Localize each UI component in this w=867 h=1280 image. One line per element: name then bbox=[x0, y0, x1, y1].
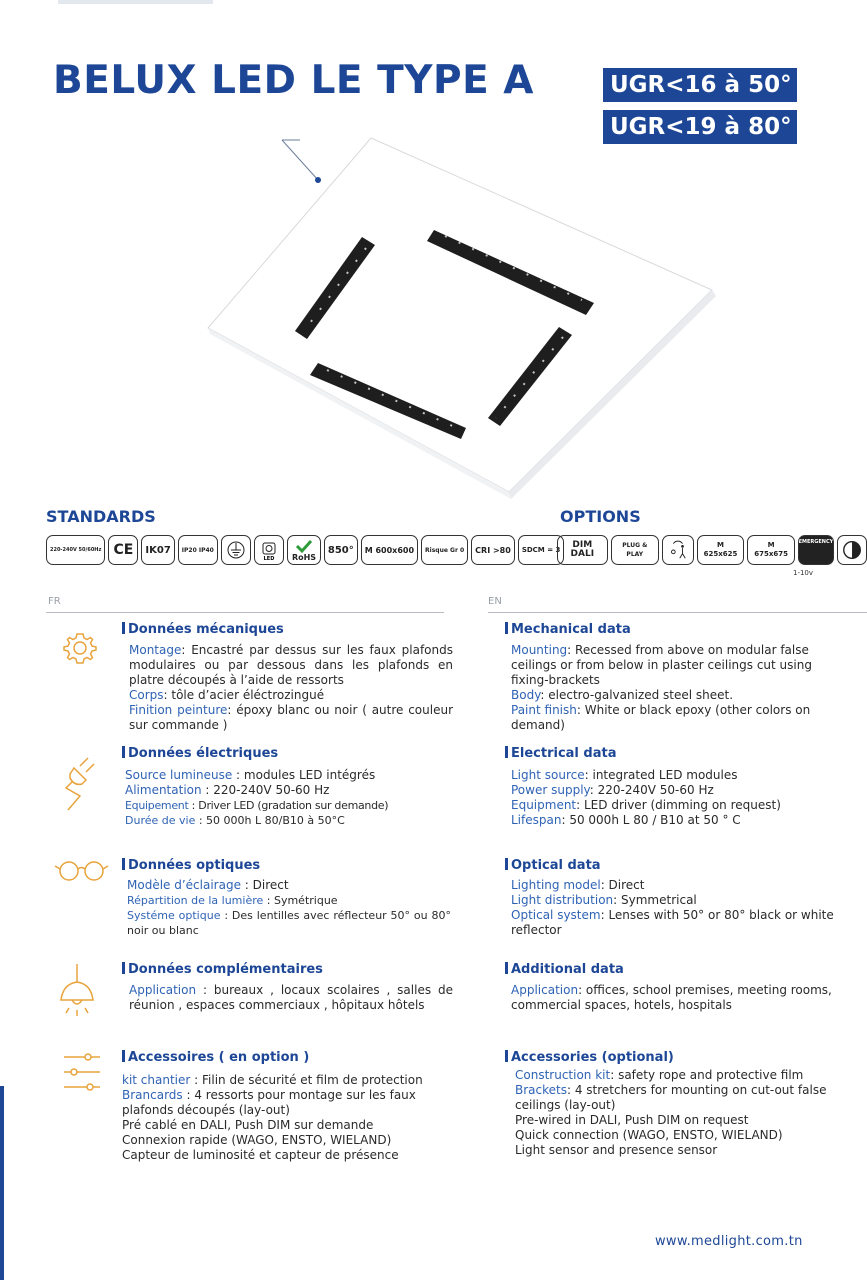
en-acc-title: Accessories (optional) bbox=[505, 1050, 674, 1065]
product-illustration bbox=[0, 130, 867, 510]
sensor-icon bbox=[666, 539, 690, 561]
en-add-title: Additional data bbox=[505, 962, 624, 977]
ce-badge: CE bbox=[108, 535, 138, 565]
dimming-1-10v-badge bbox=[837, 535, 867, 565]
fr-mech-body bbox=[129, 643, 453, 733]
fr-opt-title: Données optiques bbox=[122, 858, 260, 873]
en-label: EN bbox=[488, 596, 502, 607]
callout-dot bbox=[315, 177, 321, 183]
rohs-check-icon bbox=[291, 537, 317, 563]
en-divider bbox=[488, 612, 867, 613]
sdcm-badge: SDCM = 3 bbox=[518, 535, 565, 565]
en-elec-title: Electrical data bbox=[505, 746, 616, 761]
dim-dali-badge: DIM DALI bbox=[557, 535, 608, 565]
callout-line-diagonal bbox=[282, 140, 318, 180]
fr-label: FR bbox=[48, 596, 61, 607]
en-add-body: Application: offices, school premises, meeting rooms, commercial spaces, hotels, hospitals bbox=[511, 983, 832, 1012]
led-badge bbox=[254, 535, 284, 565]
fr-elec-body: Source lumineuse : modules LED intégrés Alimentation : 220-240V 50-60 Hz Equipement : Driver LED (gradation sur demande) Durée de vie : 50 000h L 80/B10 à 50°C bbox=[125, 768, 389, 827]
top-accent-bar bbox=[58, 0, 213, 4]
en-opt-title: Optical data bbox=[505, 858, 601, 873]
sliders-icon bbox=[62, 1050, 102, 1096]
fr-add-title: Données complémentaires bbox=[122, 962, 323, 977]
ip-rating-badge: IP20 IP40 bbox=[178, 535, 218, 565]
module-size-badge: M 600x600 bbox=[361, 535, 418, 565]
ugr-badge-80: UGR<19 à 80° bbox=[603, 110, 797, 144]
temperature-badge: 850° bbox=[324, 535, 358, 565]
fr-mech-title: Données mécaniques bbox=[122, 622, 284, 637]
earth-icon bbox=[225, 539, 247, 561]
standards-heading: STANDARDS bbox=[46, 507, 156, 526]
en-mech-title: Mechanical data bbox=[505, 622, 631, 637]
fr-acc-body: kit chantier : Filin de sécurité et film de protection Brancards : 4 ressorts pour montage sur les faux plafonds découpés (lay-out) Pré cablé en DALI, Push DIM sur demande Connexion rapide (WAGO, ENSTO, WIELAND) Capteur de luminosité et capteur de présence bbox=[122, 1073, 423, 1162]
emergency-badge: EMERGENCY bbox=[798, 535, 834, 565]
dimming-caption: 1-10v bbox=[793, 569, 814, 577]
voltage-badge: 220-240V 50/60Hz bbox=[46, 535, 105, 565]
en-mech-body: Mounting: Recessed from above on modular false ceilings or from below in plaster ceilings cut using fixing-brackets Body: electro-galvanized steel sheet. Paint finish: White or black epoxy (other colors on demand) bbox=[511, 643, 812, 732]
glasses-icon bbox=[53, 858, 109, 884]
en-elec-body: Light source: integrated LED modules Power supply: 220-240V 50-60 Hz Equipment: LED driver (dimming on request) Lifespan: 50 000h L 80 / B10 at 50 ° C bbox=[511, 768, 781, 827]
pendant-lamp-icon bbox=[57, 962, 97, 1026]
svg-text:RoHS: RoHS bbox=[291, 553, 316, 562]
options-heading: OPTIONS bbox=[560, 507, 641, 526]
led-module-icon bbox=[258, 539, 280, 561]
class1-earth-badge bbox=[221, 535, 251, 565]
fr-mech-line: Montage: Encastré par dessus sur les faux plafonds modulaires ou par dessous dans les plafonds en platre découpés à l’aide de ressorts bbox=[129, 643, 453, 687]
module-625-badge: M 625x625 bbox=[697, 535, 745, 565]
ik07-badge: IK07 bbox=[141, 535, 174, 565]
en-opt-body: Lighting model: Direct Light distribution: Symmetrical Optical system: Lenses with 50° or 80° black or white reflector bbox=[511, 878, 834, 937]
panel-face bbox=[208, 138, 712, 492]
page-title: BELUX LED LE TYPE A bbox=[53, 58, 534, 103]
options-badge-row bbox=[557, 535, 867, 565]
fr-mech-line: Finition peinture: époxy blanc ou noir ( autre couleur sur commande ) bbox=[129, 703, 454, 732]
fr-mech-line: Corps: tôle d’acier éléctrozingué bbox=[129, 688, 325, 702]
module-675-badge: M 675x675 bbox=[747, 535, 795, 565]
footer-website[interactable]: www.medlight.com.tn bbox=[655, 1234, 803, 1249]
svg-text:LED: LED bbox=[263, 556, 275, 561]
gear-icon bbox=[60, 628, 100, 668]
standards-badge-row bbox=[46, 535, 564, 565]
fr-acc-title: Accessoires ( en option ) bbox=[122, 1050, 309, 1065]
presence-sensor-badge bbox=[662, 535, 694, 565]
plug-icon bbox=[60, 748, 100, 814]
dimming-icon bbox=[841, 538, 863, 562]
fr-divider bbox=[46, 612, 444, 613]
plug-and-play-badge: PLUG & PLAY bbox=[611, 535, 659, 565]
fr-add-body: Application : bureaux , locaux scolaires , salles de réunion , espaces commerciaux , hôpitaux hôtels bbox=[129, 983, 453, 1012]
fr-opt-body: Modèle d’éclairage : Direct Répartition de la lumière : Symétrique Systéme optique : Des lentilles avec réflecteur 50° ou 80° noir ou blanc bbox=[127, 878, 451, 937]
cri-badge: CRI >80 bbox=[471, 535, 515, 565]
photobiological-risk-badge: Risque Gr 0 bbox=[421, 535, 468, 565]
en-acc-body: Construction kit: safety rope and protective film Brackets: 4 stretchers for mounting on cut-out false ceilings (lay-out) Pre-wired in DALI, Push DIM on request Quick connection (WAGO, ENSTO, WIELAND) Light sensor and presence sensor bbox=[515, 1068, 827, 1157]
side-accent-bar bbox=[0, 1086, 4, 1280]
ugr-badge-50: UGR<16 à 50° bbox=[603, 68, 797, 102]
rohs-badge bbox=[287, 535, 321, 565]
fr-elec-title: Données électriques bbox=[122, 746, 278, 761]
